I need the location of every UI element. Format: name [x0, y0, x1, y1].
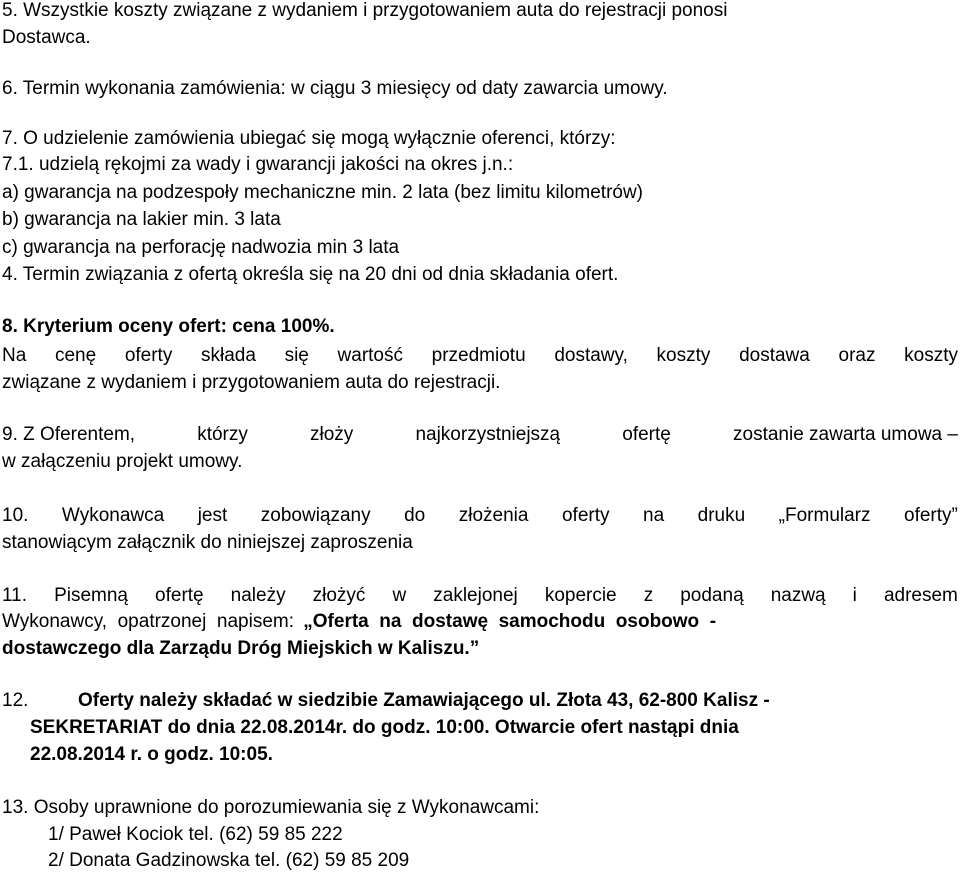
- para-8-line-1: [2, 345, 958, 367]
- para-11-line-3: dostawczego dla Zarządu Dróg Miejskich w Kaliszu.”: [2, 638, 480, 659]
- para-11-line-1: [2, 585, 958, 607]
- para-11-plain: Wykonawcy, opatrzonej napisem:: [2, 611, 294, 632]
- word: druku: [697, 505, 746, 526]
- item-a: a) gwarancja na podzespoły mechaniczne min. 2 lata (bez limitu kilometrów): [2, 182, 644, 203]
- para-8-line-2: związane z wydaniem i przygotowaniem auta do rejestracji.: [2, 372, 501, 393]
- para-9-line-1: [2, 424, 958, 446]
- word: oferty: [124, 345, 173, 366]
- word: składa: [201, 345, 256, 366]
- word: 11.: [2, 585, 28, 606]
- word: zostanie zawarta umowa –: [733, 424, 958, 445]
- word: zaklejonej: [433, 585, 518, 606]
- para-13: 13. Osoby uprawnione do porozumiewania się z Wykonawcami:: [2, 797, 540, 818]
- item-b: b) gwarancja na lakier min. 3 lata: [2, 209, 281, 230]
- word: z: [643, 585, 654, 606]
- word: koszty: [904, 345, 958, 366]
- word: ofertę: [622, 424, 671, 445]
- word: złoży: [310, 424, 354, 445]
- para-5-line-2: Dostawca.: [2, 27, 91, 48]
- word: 10.: [2, 505, 29, 526]
- word: złożenia: [458, 505, 529, 526]
- word: podaną: [680, 585, 744, 606]
- word: Pisemną: [54, 585, 128, 606]
- para-9-line-2: w załączeniu projekt umowy.: [2, 451, 243, 472]
- para-12-number: 12.: [2, 690, 29, 711]
- word: adresem: [883, 585, 958, 606]
- word: i: [852, 585, 857, 606]
- word: na: [643, 505, 665, 526]
- person-2: 2/ Donata Gadzinowska tel. (62) 59 85 209: [48, 850, 410, 871]
- word: dostawa: [739, 345, 810, 366]
- para-7: 7. O udzielenie zamówienia ubiegać się mogą wyłącznie oferenci, którzy:: [2, 128, 616, 149]
- para-4: 4. Termin związania z ofertą określa się na 20 dni od dnia składania ofert.: [2, 264, 619, 285]
- word: oferty: [561, 505, 610, 526]
- word: Na: [2, 345, 27, 366]
- word: się: [284, 345, 309, 366]
- word: należy: [230, 585, 286, 606]
- person-1: 1/ Paweł Kociok tel. (62) 59 85 222: [48, 824, 343, 845]
- para-12-line-2: SEKRETARIAT do dnia 22.08.2014r. do godz. 10:00. Otwarcie ofert nastąpi dnia: [30, 717, 739, 738]
- word: do: [404, 505, 426, 526]
- word: złożyć: [312, 585, 366, 606]
- para-12-line-3: 22.08.2014 r. o godz. 10:05.: [30, 744, 273, 765]
- para-5-line-1: 5. Wszystkie koszty związane z wydaniem i przygotowaniem auta do rejestracji ponosi: [2, 0, 728, 21]
- para-11-quote: „Oferta na dostawę samochodu osobowo -: [303, 611, 717, 632]
- para-10-line-2: stanowiącym załącznik do niniejszej zaproszenia: [2, 532, 413, 553]
- word: którzy: [197, 424, 248, 445]
- word: koszty: [656, 345, 711, 366]
- word: oraz: [838, 345, 876, 366]
- para-7-1: 7.1. udzielą rękojmi za wady i gwarancji jakości na okres j.n.:: [2, 154, 514, 175]
- item-c: c) gwarancja na perforację nadwozia min 3 lata: [2, 237, 400, 258]
- para-12-line-1: Oferty należy składać w siedzibie Zamawiającego ul. Złota 43, 62-800 Kalisz -: [78, 690, 770, 711]
- word: 9. Z Oferentem,: [2, 424, 136, 445]
- para-10-line-1: [2, 505, 958, 527]
- word: ofertę: [155, 585, 204, 606]
- word: Wykonawca: [61, 505, 165, 526]
- word: zobowiązany: [260, 505, 371, 526]
- word: nazwą: [770, 585, 826, 606]
- word: „Formularz: [778, 505, 871, 526]
- word: oferty”: [904, 505, 958, 526]
- word: przedmiotu: [431, 345, 526, 366]
- para-6: 6. Termin wykonania zamówienia: w ciągu 3 miesięcy od daty zawarcia umowy.: [2, 78, 668, 99]
- word: cenę: [54, 345, 97, 366]
- para-11-line-2: [2, 611, 958, 633]
- word: jest: [197, 505, 228, 526]
- para-8-heading: 8. Kryterium oceny ofert: cena 100%.: [2, 316, 335, 337]
- word: najkorzystniejszą: [415, 424, 561, 445]
- word: wartość: [337, 345, 403, 366]
- word: kopercie: [544, 585, 617, 606]
- word: dostawy,: [554, 345, 628, 366]
- word: w: [392, 585, 407, 606]
